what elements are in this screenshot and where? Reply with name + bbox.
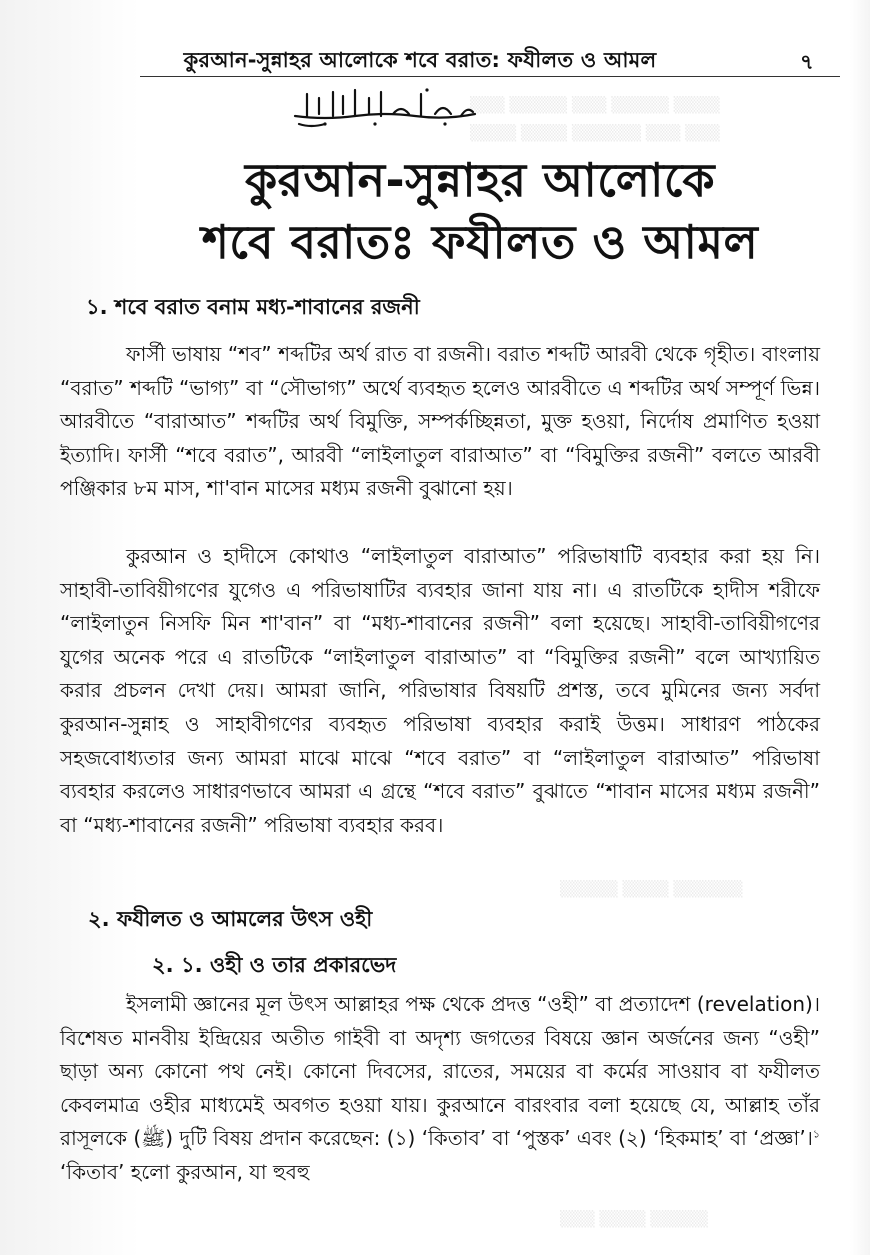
paragraph-text-continued: ‘কিতাব’ হলো কুরআন, যা হুবহু [60,1159,310,1184]
section-heading-2: ২. ফযীলত ও আমলের উৎস ওহী [88,907,373,931]
paragraph-text: ইসলামী জ্ঞানের মূল উৎস আল্লাহর পক্ষ থেকে প্রদত্ত “ওহী” বা প্রত্যাদেশ (revelation)। বিশেষত মানবীয় ইন্দ্রিয়ের অতীত গাইবী বা অদৃশ্য জগতের বিষয়ে জ্ঞান অর্জনের জন্য “ওহী” ছাড়া অন্য কোনো পথ নেই। কোনো দিবসের, রাতের, সময়ের বা কর্মের সাওয়াব বা ফযীলত কেবলমাত্র ওহীর মাধ্যমেই অবগত হওয়া যায়। কুরআনে বারংবার বলা হয়েছে যে, আল্লাহ তাঁর রাসূলকে (ﷺ) দুটি বিষয় প্রদান করেছেন: (১) ‘কিতাব’ বা ‘পুস্তক’ এবং (২) ‘হিকমাহ’ বা ‘প্রজ্ঞা’। [60,992,820,1151]
paragraph: ফার্সী ভাষায় “শব” শব্দটির অর্থ রাত বা রজনী। বরাত শব্দটি আরবী থেকে গৃহীত। বাংলায় “বরাত” শব্দটি “ভাগ্য” বা “সৌভাগ্য” অর্থে ব্যবহৃত হলেও আরবীতে এ শব্দটির অর্থ সম্পূর্ণ ভিন্ন। আরবীতে “বারাআত” শব্দটির অর্থ বিমুক্তি, সম্পর্কচ্ছিন্নতা, মুক্ত হওয়া, নির্দোষ প্রমাণিত হওয়া ইত্যাদি। ফার্সী “শবে বরাত”, আরবী “লাইলাতুল বারাআত” বা “বিমুক্তির রজনী” বলতে আরবী পঞ্জিকার ৮ম মাস, শা'বান মাসের মধ্যম রজনী বুঝানো হয়। [60,342,820,501]
running-header-title: কুরআন-সুন্নাহর আলোকে শবে বরাত: ফযীলত ও আমল [183,48,657,72]
header-rule [140,76,840,77]
basmala-calligraphy-icon [285,84,485,128]
page-number: ৭ [800,50,814,74]
section-heading-1: ১. শবে বরাত বনাম মধ্য-শাবানের রজনী [86,295,420,319]
bleed-through-text: ▒▒▒▒▒ ▒▒▒▒ ▒▒▒▒▒▒ [560,880,743,898]
bleed-through-text: ▒▒▒▒ ▒▒▒▒ ▒▒▒▒▒▒ ▒▒▒ ▒▒▒ [470,124,720,142]
chapter-title-line-1: কুরআন-সুন্নাহর আলোকে [244,153,716,207]
bleed-through-text: ▒▒▒ ▒▒▒▒ ▒▒▒▒▒ [560,1210,708,1228]
bleed-through-text: ▒▒▒ ▒▒▒▒▒ ▒▒▒ ▒▒▒▒▒ ▒▒▒▒ [470,96,720,114]
chapter-title-line-2: শবে বরাতঃ ফযীলত ও আমল [201,215,759,269]
paragraph: কুরআন ও হাদীসে কোথাও “লাইলাতুল বারাআত” পরিভাষাটি ব্যবহার করা হয় নি। সাহাবী-তাবিয়ীগণের যুগেও এ পরিভাষাটির ব্যবহার জানা যায় না। এ রাতটিকে হাদীস শরীফে “লাইলাতুন নিসফি মিন শা'বান” বা “মধ্য-শাবানের রজনী” বলা হয়েছে। সাহাবী-তাবিয়ীগণের যুগের অনেক পরে এ রাতটিকে “লাইলাতুল বারাআত” বা “বিমুক্তির রজনী” বলে আখ্যায়িত করার প্রচলন দেখা দেয়। আমরা জানি, পরিভাষার বিষয়টি প্রশস্ত, তবে মুমিনের জন্য সর্বদা কুরআন-সুন্নাহ ও সাহাবীগণের ব্যবহৃত পরিভাষা ব্যবহার করাই উত্তম। সাধারণ পাঠকের সহজবোধ্যতার জন্য আমরা মাঝে মাঝে “শবে বরাত” বা “লাইলাতুল বারাআত” পরিভাষা ব্যবহার করলেও সাধারণভাবে আমরা এ গ্রন্থে “শবে বরাত” বুঝাতে “শাবান মাসের মধ্যম রজনী” বা “মধ্য-শাবানের রজনী” পরিভাষা ব্যবহার করব। [60,544,820,837]
paragraph [60,988,820,1190]
subsection-heading-2-1: ২. ১. ওহী ও তার প্রকারভেদ [152,953,397,977]
footnote-reference[interactable]: ১ [812,1127,820,1141]
